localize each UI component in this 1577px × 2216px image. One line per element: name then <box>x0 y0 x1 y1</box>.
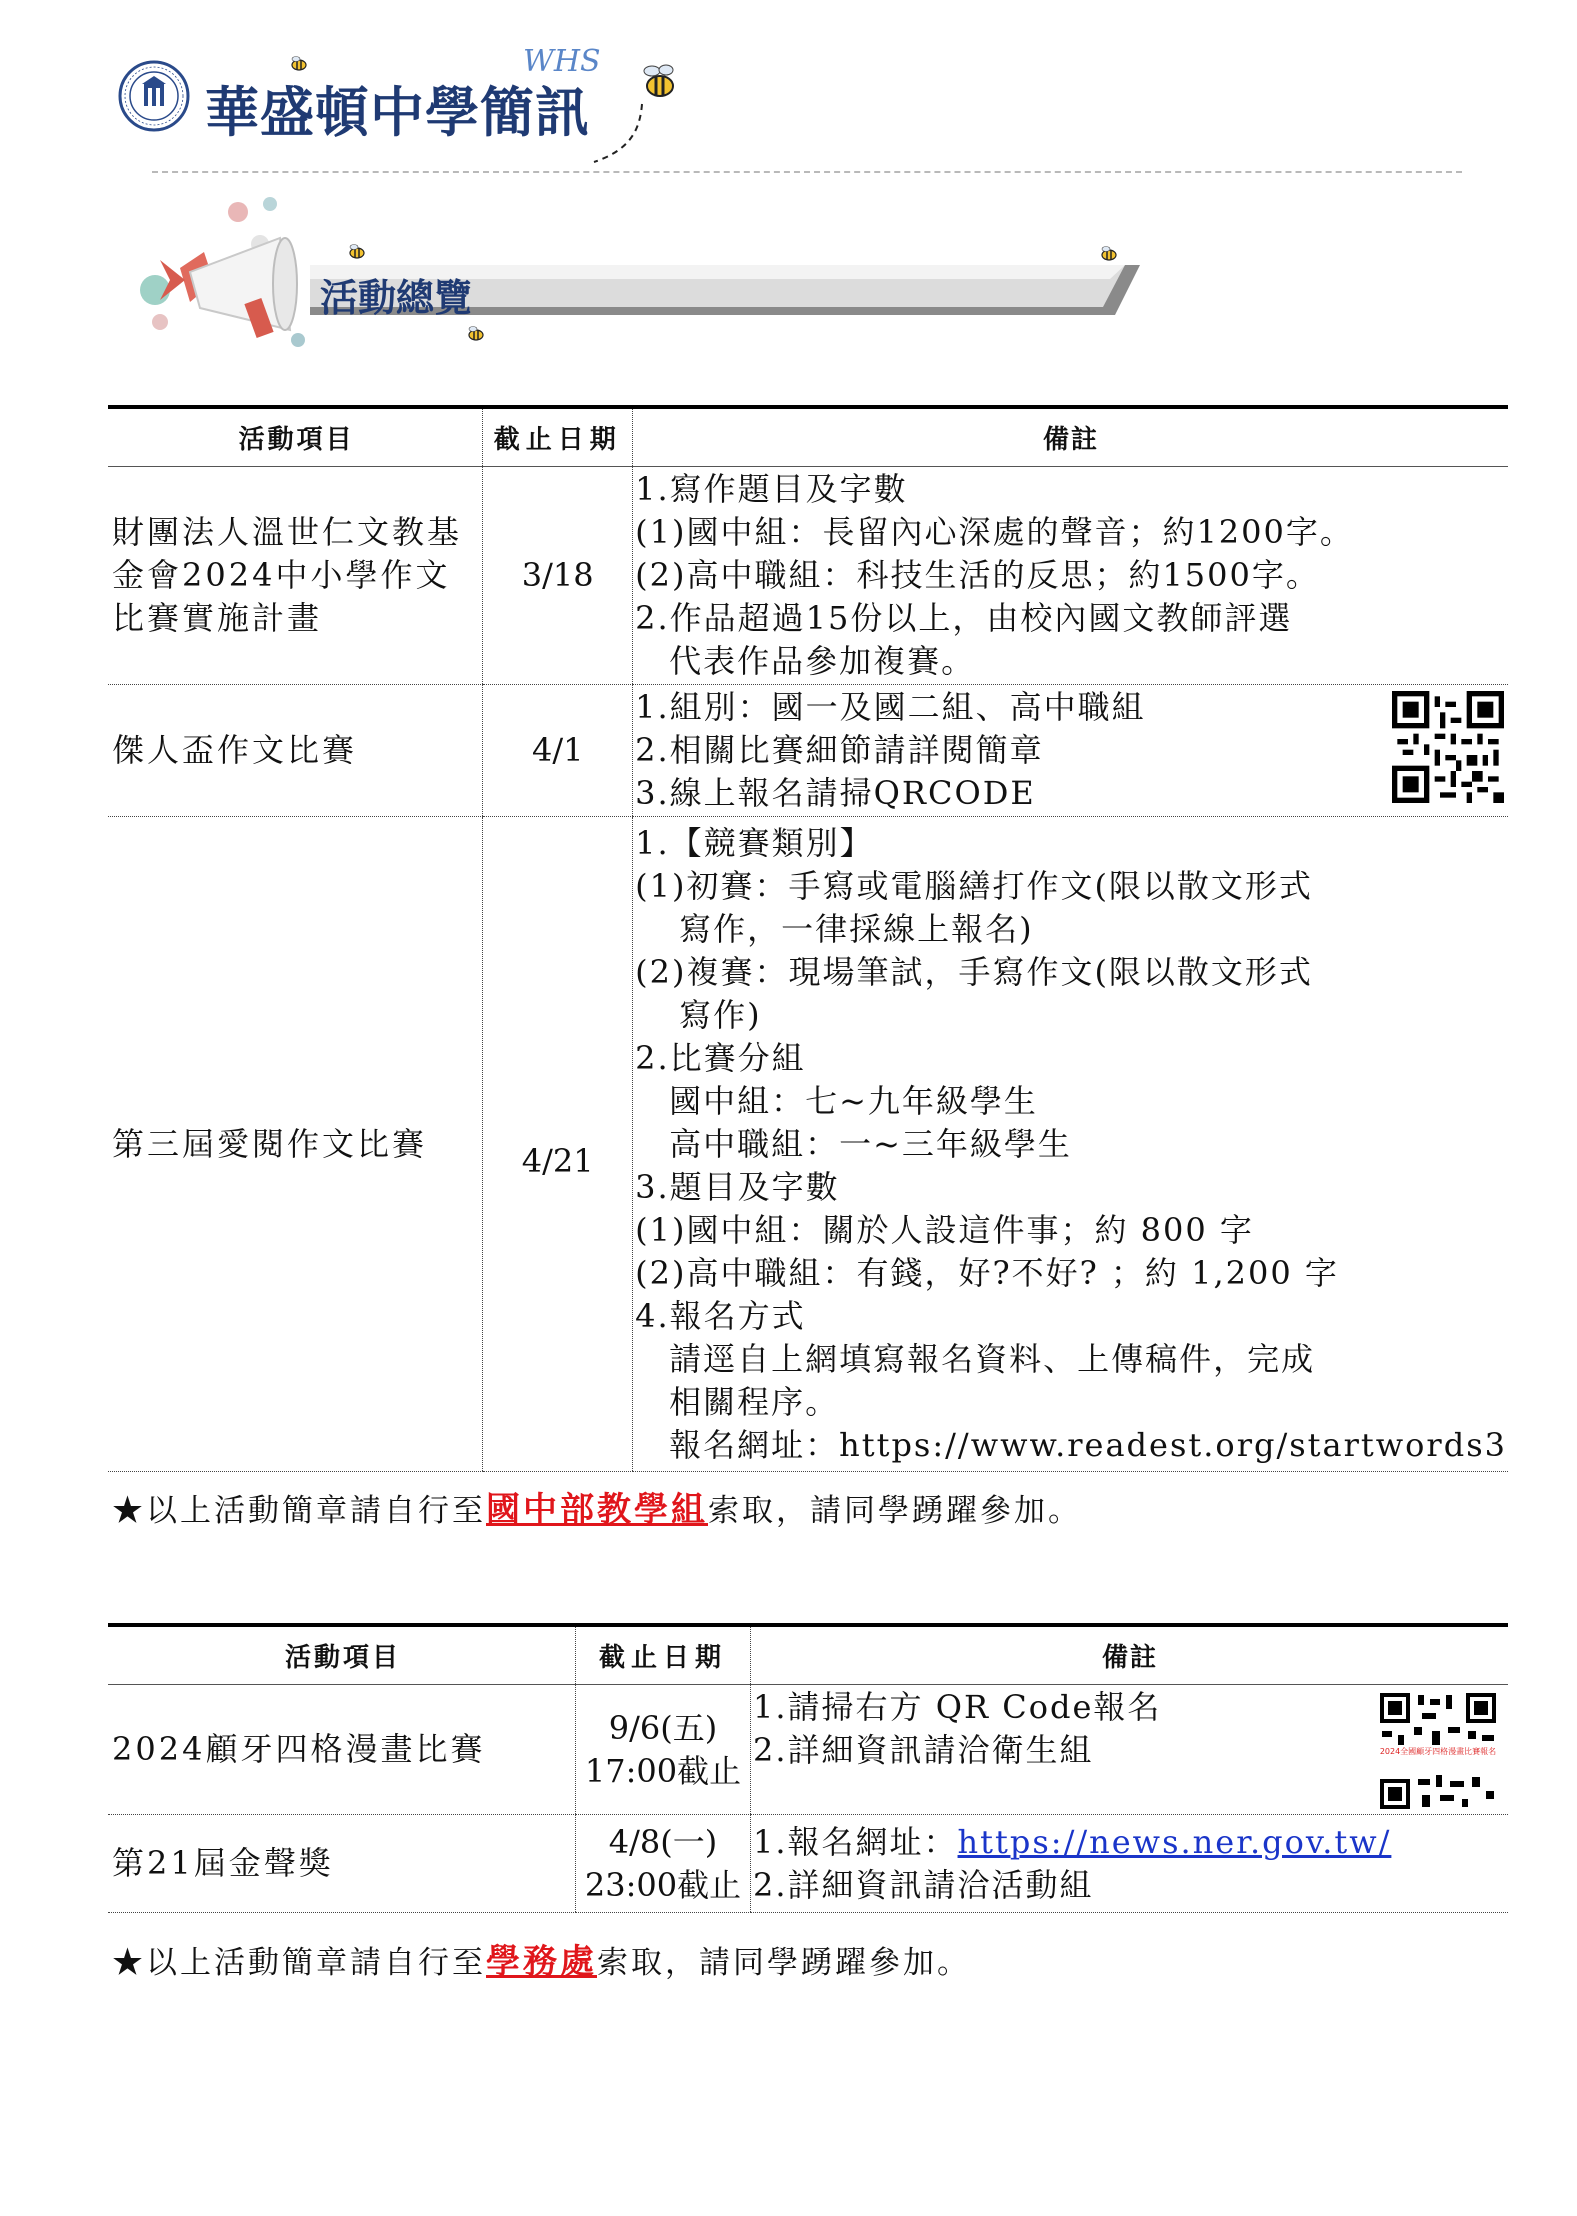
bee-flight-trail <box>590 100 650 170</box>
footnote-prefix: ★以上活動簡章請自行至 <box>112 1945 486 1981</box>
table-row <box>108 467 1508 685</box>
registration-link[interactable]: https://news.ner.gov.tw/ <box>957 1822 1392 1861</box>
footnote-prefix: ★以上活動簡章請自行至 <box>112 1493 486 1529</box>
section-title: 活動總覽 <box>320 276 473 320</box>
school-seal-icon <box>118 60 190 132</box>
activity-name: 財團法人溫世仁文教基金會2024中小學作文比賽實施計畫 <box>108 467 483 685</box>
note-line: 寫作，一律採線上報名) <box>679 909 1034 948</box>
note-line: 3.題目及字數 <box>635 1167 840 1206</box>
footnote-suffix: 索取，請同學踴躍參加。 <box>708 1493 1082 1529</box>
note-line: 請逕自上網填寫報名資料、上傳稿件，完成 <box>669 1339 1316 1378</box>
note-line: 2.作品超過15份以上，由校內國文教師評選 <box>635 599 1293 637</box>
note-line <box>753 1821 1507 1864</box>
activity-name: 第三屆愛閱作文比賽 <box>108 817 483 1472</box>
header-divider <box>152 171 1462 173</box>
qr-caption: 2024全國顧牙四格漫畫比賽報名 <box>1379 1747 1497 1756</box>
deadline: 4/21 <box>483 817 633 1472</box>
note-line: (2)複賽：現場筆試，手寫作文(限以散文形式 <box>635 952 1313 991</box>
deadline-date: 4/8(一) <box>608 1822 718 1861</box>
column-header-notes: 備註 <box>751 1625 1509 1685</box>
qr-code-icon[interactable] <box>1392 691 1504 803</box>
note-line: (2)高中職組：有錢，好?不好? ；約 1,200 字 <box>635 1253 1339 1292</box>
note-line: (1)初賽：手寫或電腦繕打作文(限以散文形式 <box>635 866 1313 905</box>
bee-icon <box>1098 246 1120 262</box>
activity-name: 傑人盃作文比賽 <box>108 685 483 817</box>
note-line: 4.報名方式 <box>635 1296 806 1335</box>
note-line: (2)高中職組：科技生活的反思；約1500字。 <box>635 556 1320 594</box>
note-line: 國中組：七~九年級學生 <box>669 1081 1038 1120</box>
footnote-office: 國中部教學組 <box>486 1490 708 1530</box>
note-line: 代表作品參加複賽。 <box>669 642 976 680</box>
footnote-office: 學務處 <box>486 1942 597 1982</box>
deadline-date: 9/6(五) <box>608 1708 718 1747</box>
note-line: 1.【競賽類別】 <box>635 823 874 862</box>
whs-logotype: WHS <box>523 44 601 79</box>
note-line: 1.請掃右方 QR Code報名 <box>753 1688 1162 1726</box>
column-header-deadline: 截止日期 <box>483 407 633 467</box>
activity-name: 第21屆金聲獎 <box>108 1815 576 1913</box>
note-line: 高中職組：一~三年級學生 <box>669 1124 1072 1163</box>
note-line: 2.相關比賽細節請詳閱簡章 <box>635 731 1044 769</box>
deadline-time: 23:00截止 <box>584 1865 742 1904</box>
activity-table <box>108 405 1508 1472</box>
bee-icon <box>288 56 310 72</box>
footnote-suffix: 索取，請同學踴躍參加。 <box>597 1945 971 1981</box>
table-header-row <box>108 407 1508 467</box>
bee-icon <box>346 244 368 260</box>
column-header-item: 活動項目 <box>108 407 483 467</box>
note-label: 1.報名網址： <box>753 1822 958 1861</box>
footnote <box>112 1934 971 1983</box>
note-line: 2.比賽分組 <box>635 1038 806 1077</box>
deadline: 3/18 <box>483 467 633 685</box>
table-row <box>108 817 1508 1472</box>
column-header-notes: 備註 <box>633 407 1508 467</box>
deadline: 4/1 <box>483 685 633 817</box>
notes-cell <box>751 1685 1509 1815</box>
bee-icon <box>465 326 487 342</box>
activity-table <box>108 1623 1508 1913</box>
column-header-deadline: 截止日期 <box>576 1625 751 1685</box>
activity-name: 2024顧牙四格漫畫比賽 <box>108 1685 576 1815</box>
newsletter-title: 華盛頓中學簡訊 <box>205 81 590 144</box>
table-row <box>108 1815 1508 1913</box>
note-line: 1.寫作題目及字數 <box>635 470 908 508</box>
table-row <box>108 685 1508 817</box>
notes-cell <box>633 817 1508 1472</box>
notes-cell <box>633 685 1508 817</box>
note-line: 3.線上報名請掃QRCODE <box>635 774 1036 812</box>
megaphone-icon <box>130 190 340 350</box>
deadline <box>576 1815 751 1913</box>
note-line: 寫作) <box>679 995 762 1034</box>
table-row <box>108 1685 1508 1815</box>
note-line: 2.詳細資訊請洽衛生組 <box>753 1731 1094 1769</box>
notes-cell <box>751 1815 1509 1913</box>
registration-url[interactable]: 報名網址：https://www.readest.org/startwords3 <box>669 1425 1507 1464</box>
note-line: (1)國中組：關於人設這件事；約 800 字 <box>635 1210 1254 1249</box>
note-line: 相關程序。 <box>669 1382 840 1421</box>
deadline <box>576 1685 751 1815</box>
note-line: 1.組別：國一及國二組、高中職組 <box>635 688 1146 726</box>
table-header-row <box>108 1625 1508 1685</box>
footnote <box>112 1482 1082 1531</box>
note-line: (1)國中組：長留內心深處的聲音；約1200字。 <box>635 513 1354 551</box>
column-header-item: 活動項目 <box>108 1625 576 1685</box>
notes-cell <box>633 467 1508 685</box>
bee-icon <box>636 62 682 102</box>
note-line: 2.詳細資訊請洽活動組 <box>753 1865 1094 1904</box>
deadline-time: 17:00截止 <box>584 1751 742 1790</box>
